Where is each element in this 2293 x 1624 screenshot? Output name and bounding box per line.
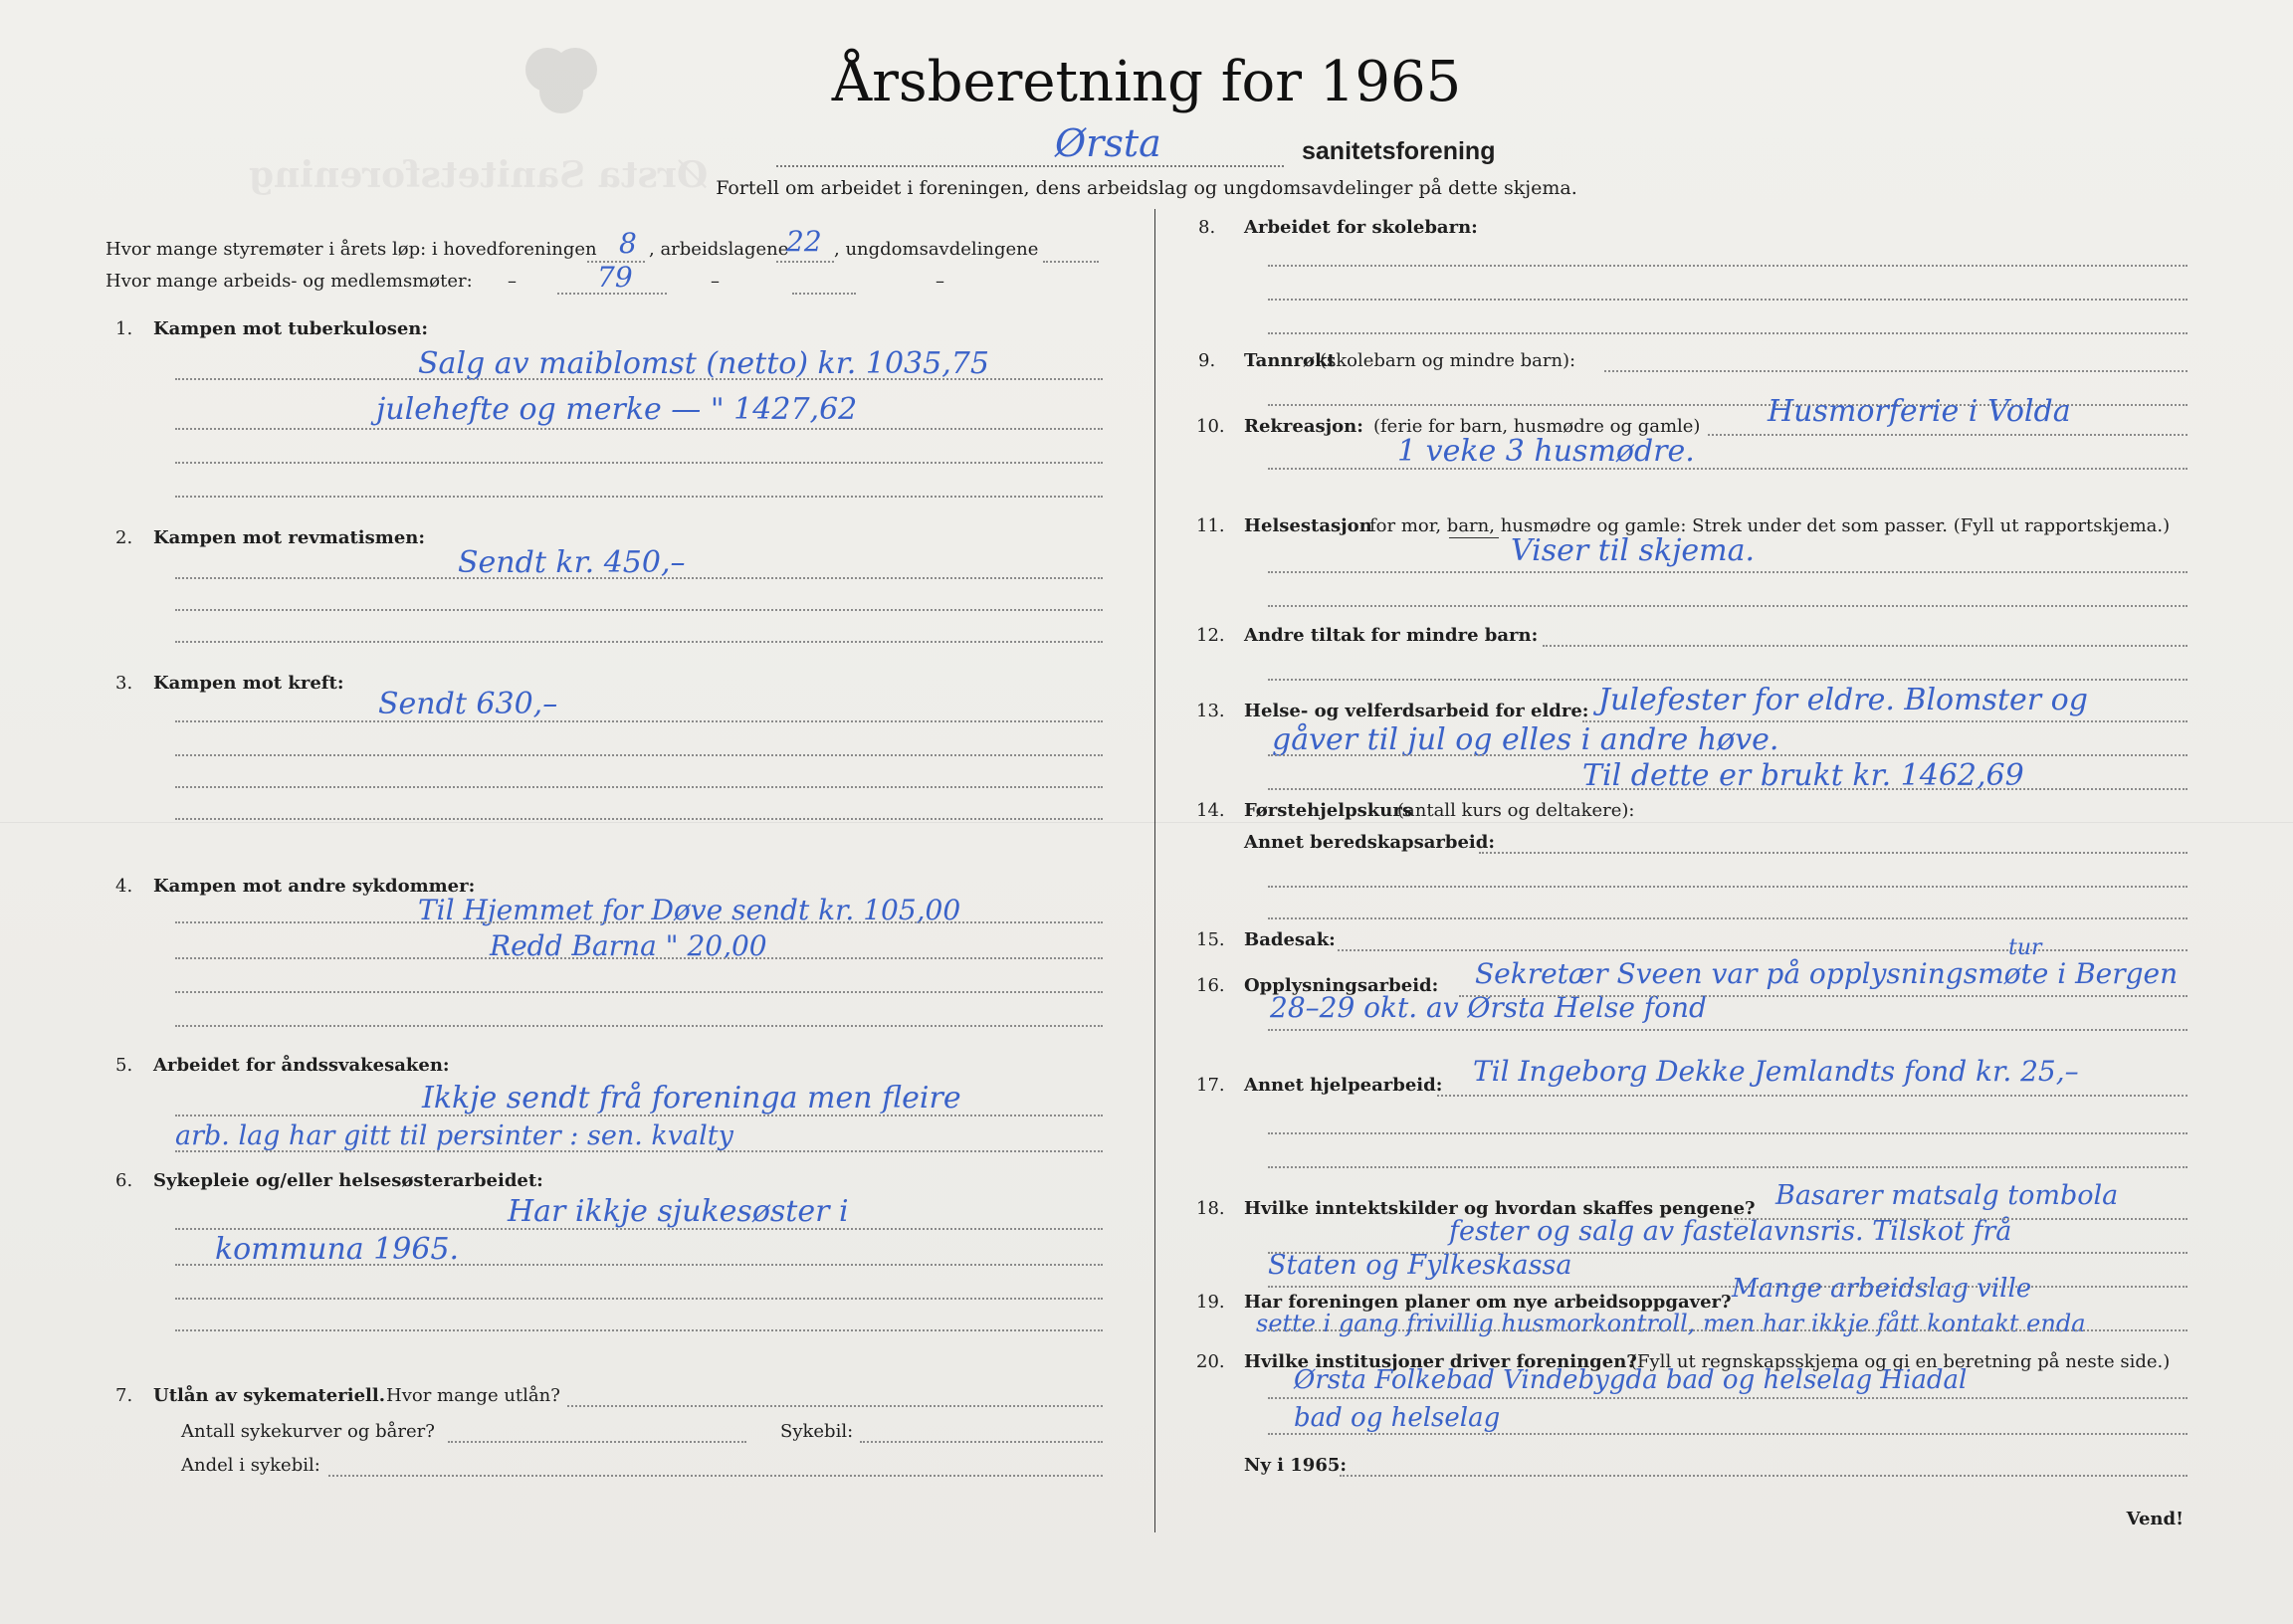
answer-line xyxy=(1268,754,2188,756)
answer-plans-2: sette i gang frivillig husmorkontroll, men har ikkje fått kontakt enda xyxy=(1256,1310,2086,1337)
answer-line xyxy=(1268,1433,2188,1435)
answer-line xyxy=(1268,886,2188,888)
section-number: 9. xyxy=(1198,350,1216,371)
section-recreation-label: Rekreasjon: xyxy=(1244,416,1363,437)
answer-plans-1: Mange arbeidslag ville xyxy=(1732,1274,2032,1304)
section-plans-label: Har foreningen planer om nye arbeidsoppgaver? xyxy=(1244,1292,1732,1313)
answer-other-diseases-2: Redd Barna " 20,00 xyxy=(490,929,767,962)
answer-information-1: Sekretær Sveen var på opplysningsmøte i Bergen xyxy=(1475,957,2179,990)
form-subtitle: Fortell om arbeidet i foreningen, dens arbeidslag og ungdomsavdelinger på dette skjema. xyxy=(716,177,1577,199)
answer-line xyxy=(1479,852,2188,854)
answer-income-2: fester og salg av fastelavnsris. Tilskot frå xyxy=(1449,1216,2012,1247)
section-school-children-label: Arbeidet for skolebarn: xyxy=(1244,217,1478,238)
section-preparedness-label: Annet beredskapsarbeid: xyxy=(1244,832,1495,853)
answer-line xyxy=(175,818,1103,820)
underline-mark xyxy=(1449,537,1499,538)
section-number: 7. xyxy=(115,1385,133,1406)
answer-elderly-2: gåver til jul og elles i andre høve. xyxy=(1272,722,1779,757)
section-nursing-label: Sykepleie og/eller helsesøsterarbeidet: xyxy=(153,1170,543,1191)
answer-line xyxy=(1268,571,2188,573)
answer-line xyxy=(1268,1166,2188,1168)
board-meetings-main: 8 xyxy=(619,227,637,260)
meetings-mid-label: , arbeidslagene xyxy=(649,239,789,260)
section-number: 2. xyxy=(115,527,133,548)
answer-tuberculosis-1: Salg av maiblomst (netto) kr. 1035,75 xyxy=(418,346,989,381)
section-tuberculosis-label: Kampen mot tuberkulosen: xyxy=(153,318,429,339)
answer-cancer: Sendt 630,– xyxy=(378,687,558,721)
answer-line xyxy=(1708,434,2188,436)
answer-line xyxy=(175,1228,1103,1230)
fold-line xyxy=(0,822,2293,823)
equipment-baskets-question: Antall sykekurver og bårer? xyxy=(181,1421,435,1442)
answer-line xyxy=(175,1150,1103,1152)
answer-line xyxy=(1268,788,2188,790)
section-number: 1. xyxy=(115,318,133,339)
section-number: 13. xyxy=(1196,701,1225,721)
section-institutions-label: Hvilke institusjoner driver foreningen? xyxy=(1244,1351,1637,1372)
section-number: 12. xyxy=(1196,625,1225,646)
ambulance-label: Sykebil: xyxy=(780,1421,854,1442)
section-equipment-label: Utlån av sykemateriell. xyxy=(153,1385,385,1406)
answer-line xyxy=(1268,1286,2188,1288)
answer-line xyxy=(175,1264,1103,1266)
answer-other-aid: Til Ingeborg Dekke Jemlandts fond kr. 25,– xyxy=(1473,1055,2079,1088)
answer-line xyxy=(1268,332,2188,334)
section-number: 3. xyxy=(115,673,133,694)
answer-mental-disability-2: arb. lag har gitt til persinter : sen. kvalty xyxy=(175,1120,733,1151)
answer-line xyxy=(175,1329,1103,1331)
section-small-children-label: Andre tiltak for mindre barn: xyxy=(1244,625,1539,646)
answer-information-2: 28–29 okt. av Ørsta Helse fond xyxy=(1270,991,1707,1024)
section-number: 14. xyxy=(1196,800,1225,821)
members-meetings-main: – xyxy=(508,271,517,292)
answer-elderly-1: Julefester for eldre. Blomster og xyxy=(1598,683,2088,717)
answer-information-note: tur xyxy=(2008,935,2042,960)
answer-health-station: Viser til skjema. xyxy=(1511,533,1756,568)
section-first-aid-label: Førstehjelpskurs xyxy=(1244,800,1412,821)
answer-line xyxy=(1734,1218,2188,1220)
answer-recreation-2: 1 veke 3 husmødre. xyxy=(1397,434,1695,469)
answer-line xyxy=(1268,917,2188,919)
answer-line xyxy=(175,577,1103,579)
section-other-diseases-label: Kampen mot andre sykdommer: xyxy=(153,876,476,897)
section-cancer-label: Kampen mot kreft: xyxy=(153,673,344,694)
answer-line xyxy=(1338,949,2188,951)
answer-line xyxy=(175,496,1103,498)
section-number: 8. xyxy=(1198,217,1216,238)
section-health-station-detail: for mor, barn, husmødre og gamle: Strek under det som passer. (Fyll ut rapportskjema.) xyxy=(1369,515,2171,536)
answer-institutions-1: Ørsta Folkebad Vindebygda bad og helselag Hiadal xyxy=(1294,1365,1968,1395)
section-number: 11. xyxy=(1196,515,1225,536)
section-income-label: Hvilke inntektskilder og hvordan skaffes pengene? xyxy=(1244,1198,1756,1219)
members-meetings-dash: – xyxy=(711,271,720,292)
answer-nursing-2: kommuna 1965. xyxy=(215,1232,460,1267)
answer-line xyxy=(1604,370,2188,372)
society-name-line xyxy=(776,135,1284,167)
answer-line xyxy=(175,991,1103,993)
section-recreation-detail: (ferie for barn, husmødre og gamle) xyxy=(1373,416,1701,437)
answer-nursing-1: Har ikkje sjukesøster i xyxy=(508,1194,849,1229)
answer-line xyxy=(175,754,1103,756)
answer-line xyxy=(1268,265,2188,267)
answer-other-diseases-1: Til Hjemmet for Døve sendt kr. 105,00 xyxy=(418,894,961,926)
members-meetings-work-groups: 79 xyxy=(597,261,633,294)
section-number: 5. xyxy=(115,1055,133,1076)
answer-line xyxy=(1340,1475,2188,1477)
new-members-label: Ny i 1965: xyxy=(1244,1455,1348,1476)
answer-line xyxy=(1459,995,2188,997)
section-number: 18. xyxy=(1196,1198,1225,1219)
answer-line xyxy=(1268,605,2188,607)
section-elderly-label: Helse- og velferdsarbeid for eldre: xyxy=(1244,701,1589,721)
answer-line xyxy=(448,1441,746,1443)
answer-line xyxy=(1268,1252,2188,1254)
answer-line xyxy=(1582,720,2188,722)
section-number: 20. xyxy=(1196,1351,1225,1372)
section-mental-disability-label: Arbeidet for åndssvakesaken: xyxy=(153,1055,450,1076)
answer-line xyxy=(175,428,1103,430)
center-divider xyxy=(1154,209,1155,1532)
answer-line xyxy=(1268,1397,2188,1399)
section-number: 4. xyxy=(115,876,133,897)
meetings-question-1: Hvor mange styremøter i årets løp: i hovedforeningen xyxy=(105,239,597,260)
answer-line xyxy=(1268,679,2188,681)
answer-line xyxy=(1268,1329,2188,1331)
answer-line xyxy=(1543,645,2188,647)
section-baths-label: Badesak: xyxy=(1244,929,1336,950)
ambulance-share-label: Andel i sykebil: xyxy=(181,1455,320,1476)
answer-line xyxy=(1268,1132,2188,1134)
answer-line xyxy=(1268,299,2188,301)
section-information-label: Opplysningsarbeid: xyxy=(1244,975,1439,996)
answer-elderly-3: Til dette er brukt kr. 1462,69 xyxy=(1582,758,2024,793)
answer-income-3: Staten og Fylkeskassa xyxy=(1268,1250,1572,1281)
answer-line xyxy=(175,378,1103,380)
answer-line xyxy=(792,293,856,295)
answer-line xyxy=(860,1441,1103,1443)
section-first-aid-detail: (antall kurs og deltakere): xyxy=(1397,800,1635,821)
section-number: 16. xyxy=(1196,975,1225,996)
section-institutions-detail: (Fyll ut regnskapsskjema og gi en beretning på neste side.) xyxy=(1630,1351,2171,1372)
answer-line xyxy=(776,261,834,263)
answer-recreation-1: Husmorferie i Volda xyxy=(1768,394,2071,429)
section-dental-detail: (skolebarn og mindre barn): xyxy=(1320,350,1576,371)
answer-line xyxy=(175,720,1103,722)
answer-line xyxy=(175,462,1103,464)
show-through-text: Ørsta Sanitetsforening xyxy=(249,154,709,196)
society-name-handwritten: Ørsta xyxy=(1055,121,1161,165)
answer-line xyxy=(175,921,1103,923)
section-rheumatism-label: Kampen mot revmatismen: xyxy=(153,527,425,548)
answer-mental-disability-1: Ikkje sendt frå foreninga men fleire xyxy=(422,1081,961,1116)
answer-line xyxy=(1043,261,1099,263)
answer-line xyxy=(175,641,1103,643)
members-meetings-dash: – xyxy=(936,271,944,292)
answer-line xyxy=(567,1405,1103,1407)
equipment-loans-question: Hvor mange utlån? xyxy=(386,1385,560,1406)
meetings-end-label: , ungdomsavdelingene xyxy=(834,239,1039,260)
answer-line xyxy=(175,609,1103,611)
board-meetings-work-groups: 22 xyxy=(786,225,822,258)
section-number: 6. xyxy=(115,1170,133,1191)
section-number: 19. xyxy=(1196,1292,1225,1313)
answer-line xyxy=(1437,1095,2188,1097)
answer-line xyxy=(175,786,1103,788)
answer-tuberculosis-2: julehefte og merke — " 1427,62 xyxy=(376,392,858,427)
answer-line xyxy=(175,1115,1103,1116)
section-number: 15. xyxy=(1196,929,1225,950)
answer-line xyxy=(175,957,1103,959)
section-other-aid-label: Annet hjelpearbeid: xyxy=(1244,1075,1443,1096)
answer-line xyxy=(175,1298,1103,1300)
section-dental-label: Tannrøkt xyxy=(1244,350,1336,371)
answer-line xyxy=(1268,1029,2188,1031)
answer-line xyxy=(328,1475,1103,1477)
meetings-question-2: Hvor mange arbeids- og medlemsmøter: xyxy=(105,271,473,292)
answer-institutions-2: bad og helselag xyxy=(1294,1403,1501,1433)
section-health-station-label: Helsestasjon xyxy=(1244,515,1372,536)
answer-line xyxy=(1268,468,2188,470)
section-number: 10. xyxy=(1196,416,1225,437)
answer-income-1: Basarer matsalg tombola xyxy=(1775,1180,2119,1211)
page-title: Årsberetning for 1965 xyxy=(831,50,1462,114)
answer-line xyxy=(175,1025,1103,1027)
society-suffix: sanitetsforening xyxy=(1302,137,1496,165)
turn-page-note: Vend! xyxy=(2126,1509,2184,1529)
answer-rheumatism: Sendt kr. 450,– xyxy=(458,545,686,580)
section-number: 17. xyxy=(1196,1075,1225,1096)
